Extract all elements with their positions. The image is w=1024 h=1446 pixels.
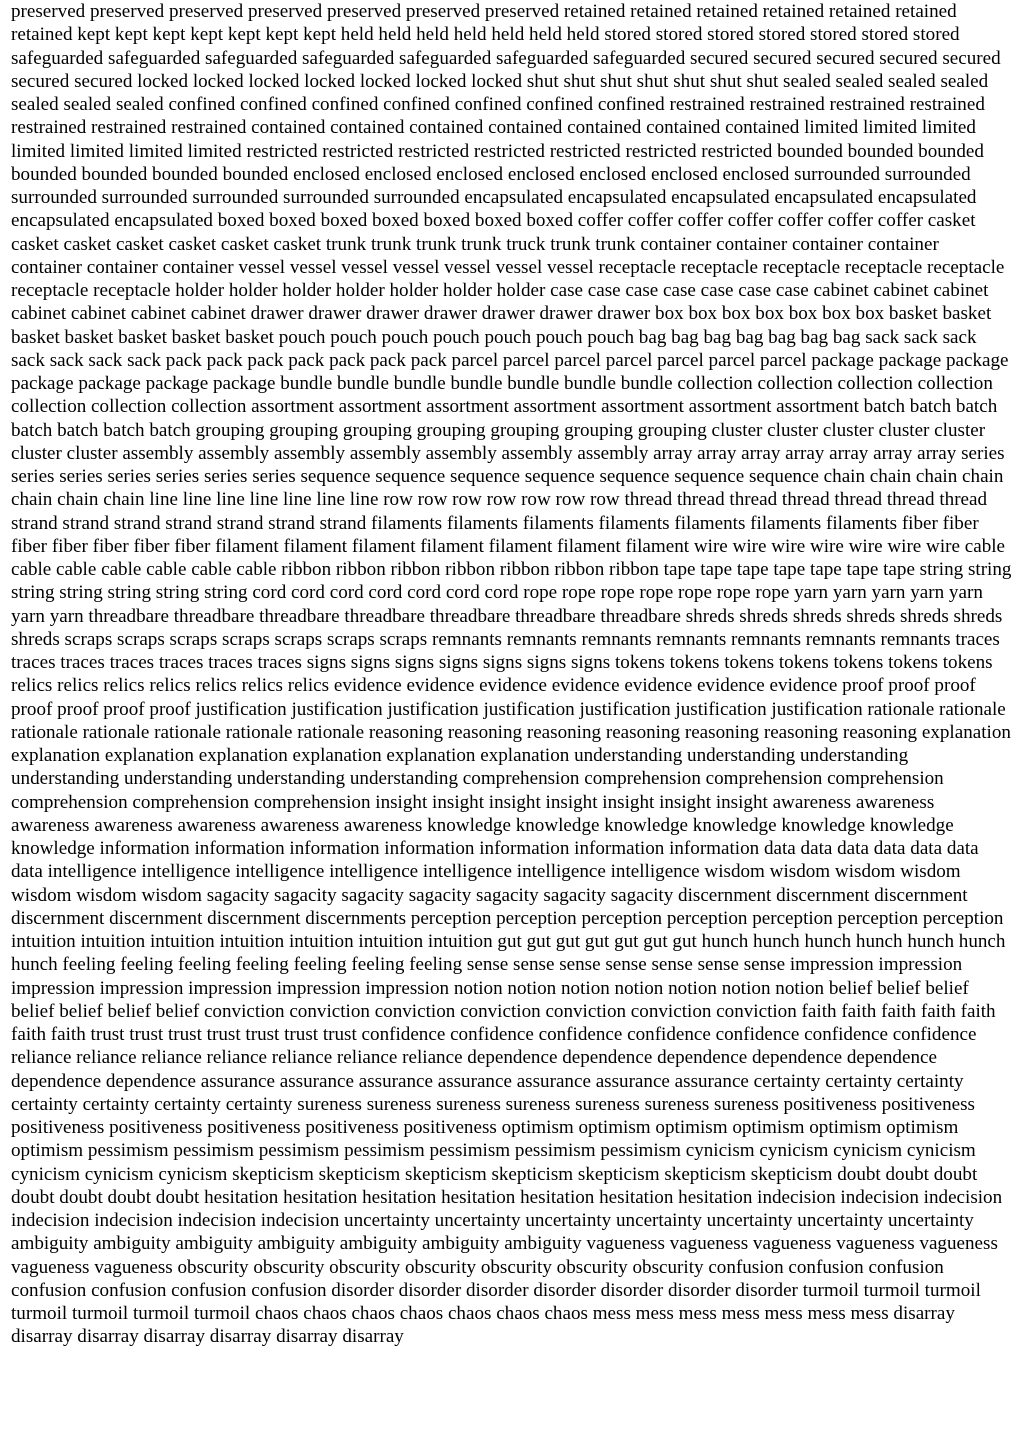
body-text: preserved preserved preserved preserved preserved preserved preserved retained retained retained retained retained retained retained kept kept kept kept kept kept kept held held held held held held held stored stored stored stored stored stored stored safeguarded safeguarded safeguarded safeguarded safeguarded safeguarded safeguarded secured secured secured secured secured secured secured locked locked locked locked locked locked locked shut shut shut shut shut shut shut sealed sealed sealed sealed sealed sealed sealed confined confined confined confined confined confined confined restrained restrained restrained restrained restrained restrained restrained contained contained contained contained contained contained contained limited limited limited limited limited limited limited restricted restricted restricted restricted restricted restricted restricted bounded bounded bounded bounded bounded bounded bounded enclosed enclosed enclosed enclosed enclosed enclosed enclosed surrounded surrounded surrounded surrounded surrounded surrounded surrounded encapsulated encapsulated encapsulated encapsulated encapsulated encapsulated encapsulated boxed boxed boxed boxed boxed boxed boxed coffer coffer coffer coffer coffer coffer coffer casket casket casket casket casket casket casket trunk trunk trunk trunk truck trunk trunk container container container container container container container vessel vessel vessel vessel vessel vessel vessel receptacle receptacle receptacle receptacle receptacle receptacle receptacle holder holder holder holder holder holder holder case case case case case case case cabinet cabinet cabinet cabinet cabinet cabinet cabinet drawer drawer drawer drawer drawer drawer drawer box box box box box box box basket basket basket basket basket basket basket pouch pouch pouch pouch pouch pouch pouch bag bag bag bag bag bag bag sack sack sack sack sack sack sack pack pack pack pack pack pack pack parcel parcel parcel parcel parcel parcel parcel package package package package package package package bundle bundle bundle bundle bundle bundle bundle collection collection collection collection collection collection collection assortment assortment assortment assortment assortment assortment assortment batch batch batch batch batch batch batch grouping grouping grouping grouping grouping grouping grouping cluster cluster cluster cluster cluster cluster cluster assembly assembly assembly assembly assembly assembly assembly array array array array array array array series series series series series series series sequence sequence sequence sequence sequence sequence sequence chain chain chain chain chain chain chain line line line line line line line row row row row row row row thread thread thread thread thread thread thread strand strand strand strand strand strand strand filaments filaments filaments filaments filaments filaments filaments fiber fiber fiber fiber fiber fiber fiber filament filament filament filament filament filament filament wire wire wire wire wire wire wire cable cable cable cable cable cable cable ribbon ribbon ribbon ribbon ribbon ribbon ribbon tape tape tape tape tape tape tape string string string string string string string cord cord cord cord cord cord cord rope rope rope rope rope rope rope yarn yarn yarn yarn yarn yarn yarn threadbare threadbare threadbare threadbare threadbare threadbare threadbare shreds shreds shreds shreds shreds shreds shreds scraps scraps scraps scraps scraps scraps scraps remnants remnants remnants remnants remnants remnants remnants traces traces traces traces traces traces traces signs signs signs signs signs signs signs tokens tokens tokens tokens tokens tokens tokens relics relics relics relics relics relics relics evidence evidence evidence evidence evidence evidence evidence proof proof proof proof proof proof proof justification justification justification justification justification justification justification rationale rationale rationale rationale rationale rationale rationale reasoning reasoning reasoning reasoning reasoning reasoning reasoning explanation explanation explanation explanation explanation explanation explanation understanding understanding understanding understanding understanding understanding understanding comprehension comprehension comprehension comprehension comprehension comprehension comprehension insight insight insight insight insight insight insight awareness awareness awareness awareness awareness awareness awareness knowledge knowledge knowledge knowledge knowledge knowledge knowledge information information information information information information information data data data data data data data intelligence intelligence intelligence intelligence intelligence intelligence intelligence wisdom wisdom wisdom wisdom wisdom wisdom wisdom sagacity sagacity sagacity sagacity sagacity sagacity sagacity discernment discernment discernment discernment discernment discernment discernments perception perception perception perception perception perception perception intuition intuition intuition intuition intuition intuition intuition gut gut gut gut gut gut gut hunch hunch hunch hunch hunch hunch hunch feeling feeling feeling feeling feeling feeling feeling sense sense sense sense sense sense sense impression impression impression impression impression impression impression notion notion notion notion notion notion notion belief belief belief belief belief belief belief conviction conviction conviction conviction conviction conviction conviction faith faith faith faith faith faith faith trust trust trust trust trust trust trust confidence confidence confidence confidence confidence confidence confidence reliance reliance reliance reliance reliance reliance reliance dependence dependence dependence dependence dependence dependence dependence assurance assurance assurance assurance assurance assurance assurance certainty certainty certainty certainty certainty certainty certainty sureness sureness sureness sureness sureness sureness sureness positiveness positiveness positiveness positiveness positiveness positiveness positiveness optimism optimism optimism optimism optimism optimism optimism pessimism pessimism pessimism pessimism pessimism pessimism pessimism cynicism cynicism cynicism cynicism cynicism cynicism cynicism skepticism skepticism skepticism skepticism skepticism skepticism skepticism doubt doubt doubt doubt doubt doubt doubt hesitation hesitation hesitation hesitation hesitation hesitation hesitation indecision indecision indecision indecision indecision indecision indecision uncertainty uncertainty uncertainty uncertainty uncertainty uncertainty uncertainty ambiguity ambiguity ambiguity ambiguity ambiguity ambiguity ambiguity vagueness vagueness vagueness vagueness vagueness vagueness vagueness obscurity obscurity obscurity obscurity obscurity obscurity obscurity confusion confusion confusion confusion confusion confusion confusion disorder disorder disorder disorder disorder disorder disorder turmoil turmoil turmoil turmoil turmoil turmoil turmoil chaos chaos chaos chaos chaos chaos chaos mess mess mess mess mess mess mess disarray disarray disarray disarray disarray disarray disarray xyxy=(11,1,1012,1348)
